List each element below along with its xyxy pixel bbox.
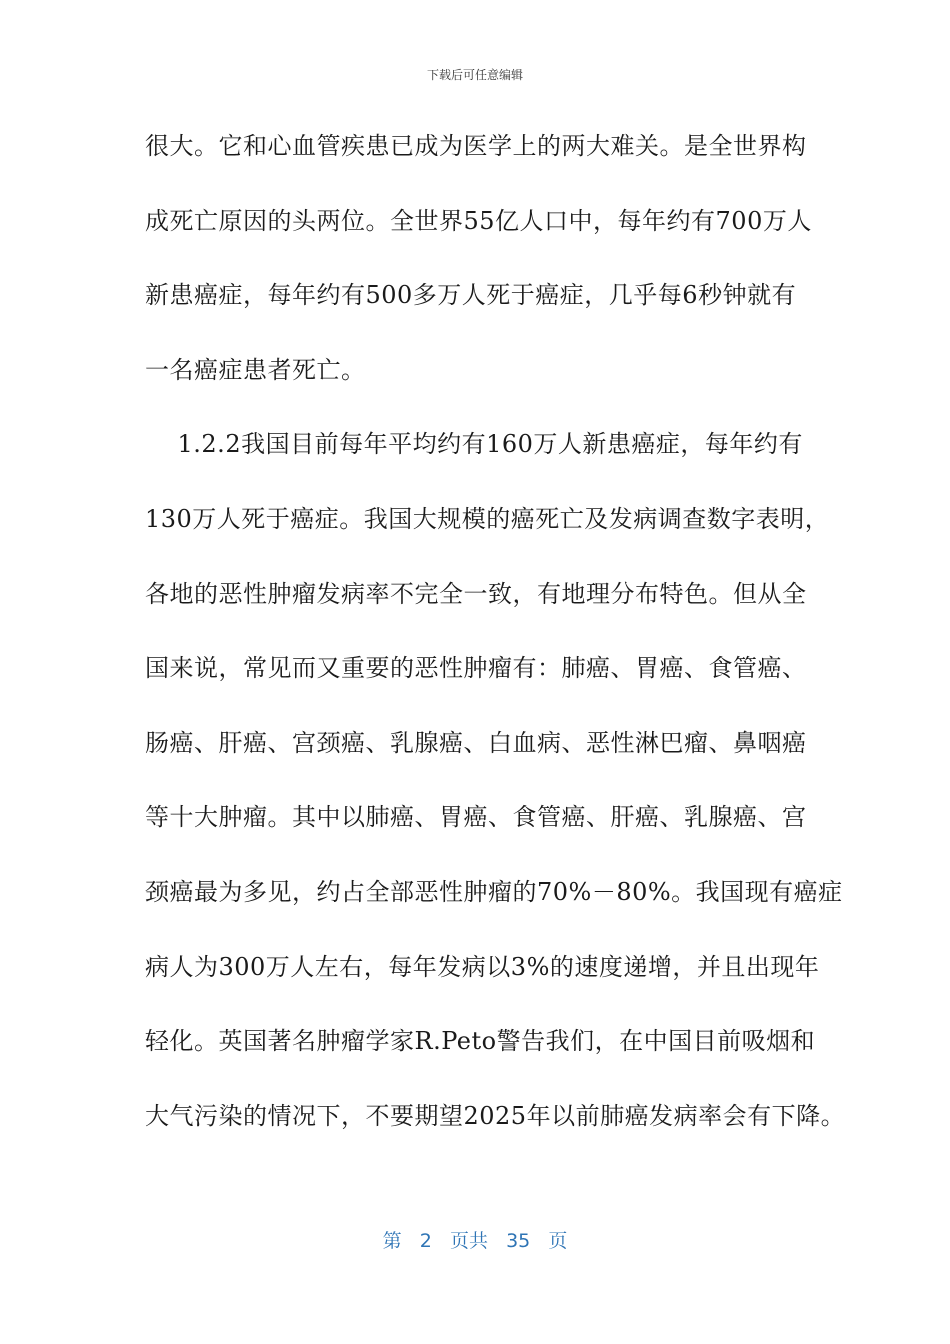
- text-line: 等十大肿瘤。其中以肺癌、胃癌、食管癌、肝癌、乳腺癌、宫: [145, 803, 807, 832]
- body-text: [145, 128, 846, 1172]
- text-line: 新患癌症，每年约有500多万人死于癌症，几乎每6秒钟就有: [145, 281, 797, 310]
- footer-suffix: 页: [548, 1230, 568, 1252]
- text-line: 很大。它和心血管疾患已成为医学上的两大难关。是全世界构: [145, 132, 807, 160]
- text-line: 一名癌症患者死亡。: [145, 355, 366, 384]
- text-line: 轻化。英国著名肿瘤学家R.Peto警告我们，在中国目前吸烟和: [145, 1027, 816, 1056]
- text-line: 1.2.2我国目前每年平均约有160万人新患癌症，每年约有: [145, 430, 803, 459]
- text-line: 肠癌、肝癌、宫颈癌、乳腺癌、白血病、恶性淋巴瘤、鼻咽癌: [145, 728, 807, 757]
- text-line: 病人为300万人左右，每年发病以3%的速度递增，并且出现年: [145, 952, 820, 981]
- text-line: 大气污染的情况下，不要期望2025年以前肺癌发病率会有下降。: [145, 1101, 846, 1130]
- text-line: 国来说，常见而又重要的恶性肿瘤有：肺癌、胃癌、食管癌、: [145, 654, 807, 683]
- header-note: 下载后可任意编辑: [426, 68, 523, 82]
- footer-prefix: 第: [382, 1230, 402, 1252]
- text-line: 成死亡原因的头两位。全世界55亿人口中，每年约有700万人: [145, 206, 812, 235]
- current-page-number: 2: [419, 1230, 432, 1252]
- text-line: 各地的恶性肿瘤发病率不完全一致，有地理分布特色。但从全: [145, 579, 807, 608]
- footer-middle: 页共: [449, 1230, 488, 1252]
- text-line: 颈癌最为多见，约占全部恶性肿瘤的70%－80%。我国现有癌症: [145, 877, 843, 906]
- total-pages-number: 35: [506, 1230, 531, 1252]
- page-footer: [0, 1226, 950, 1253]
- text-line: 130万人死于癌症。我国大规模的癌死亡及发病调查数字表明，: [145, 504, 830, 533]
